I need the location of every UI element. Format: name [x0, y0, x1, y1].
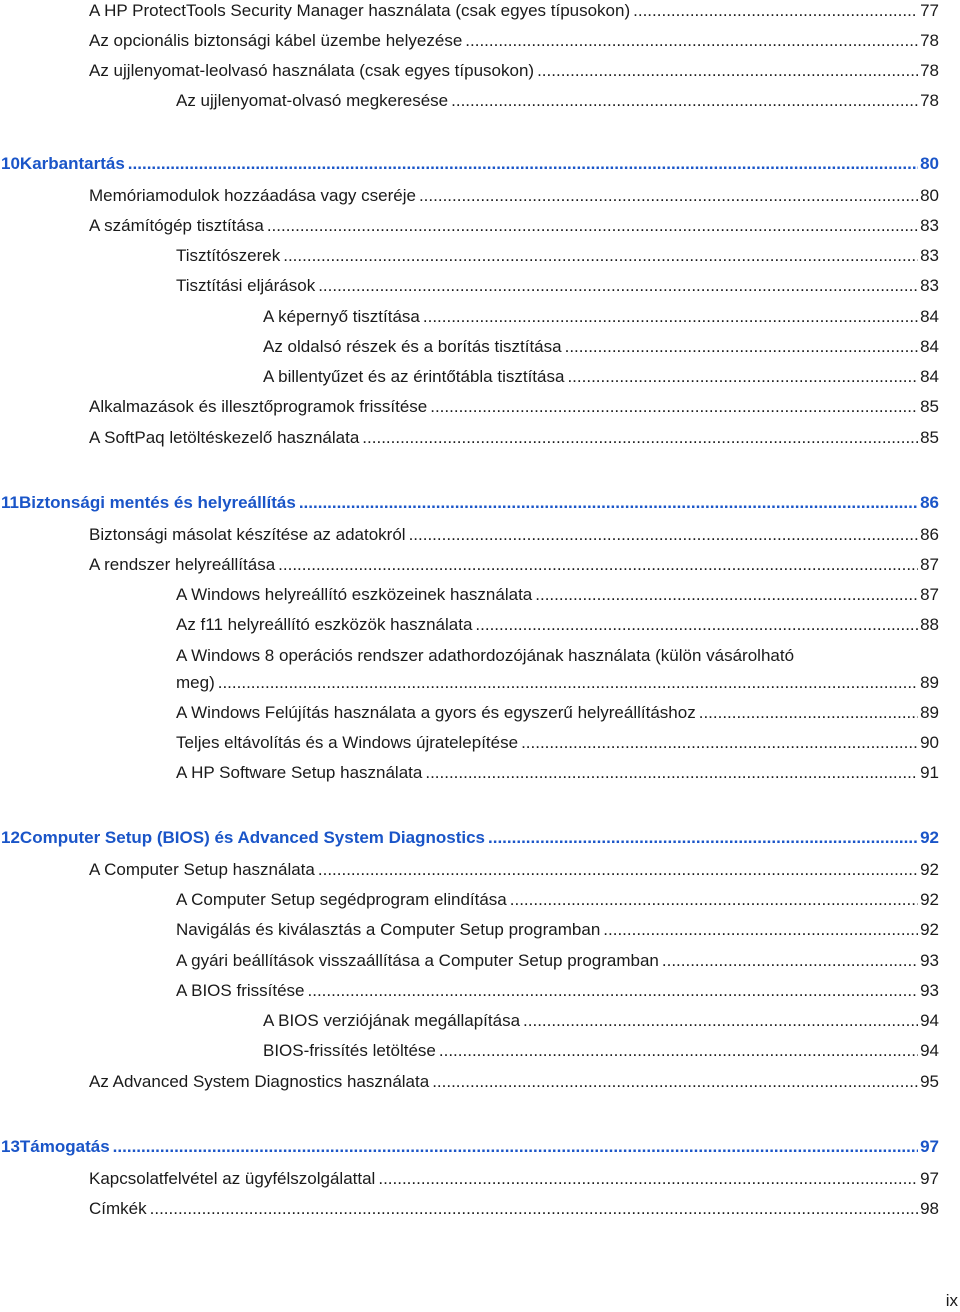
toc-entry-page: 78 [920, 61, 939, 80]
dot-leader [451, 90, 918, 112]
toc-entry-page: 93 [920, 951, 939, 970]
toc-entry[interactable] [89, 1168, 939, 1190]
toc-entry-page: 85 [920, 397, 939, 416]
dot-leader [409, 524, 919, 546]
toc-entry-title: Biztonsági mentés és helyreállítás [18, 493, 296, 512]
toc-entry-title: Karbantartás [19, 154, 125, 173]
toc-entry-title: Computer Setup (BIOS) és Advanced System Diagnostics [19, 828, 486, 847]
toc-entry[interactable] [176, 584, 939, 606]
toc-entry[interactable] [176, 889, 939, 911]
toc-entry[interactable] [176, 245, 939, 267]
toc-entry-title: A HP Software Setup használata [176, 763, 423, 782]
toc-entry-page: 78 [920, 31, 939, 50]
toc-entry[interactable] [89, 0, 939, 22]
toc-entry-title: A HP ProtectTools Security Manager használata (csak egyes típusokon) [89, 1, 631, 20]
dot-leader [128, 153, 918, 175]
toc-entry[interactable] [89, 859, 939, 881]
toc-entry[interactable] [176, 672, 939, 694]
toc-entry[interactable] [89, 215, 939, 237]
chapter-number: 11 [1, 493, 19, 512]
toc-entry-page: 86 [920, 493, 939, 512]
dot-leader [699, 702, 918, 724]
toc-entry-title: Az ujjlenyomat-leolvasó használata (csak egyes típusokon) [89, 61, 535, 80]
dot-leader [565, 336, 918, 358]
toc-entry[interactable] [176, 614, 939, 636]
dot-leader [318, 859, 918, 881]
dot-leader [475, 614, 918, 636]
dot-leader [537, 60, 918, 82]
toc-entry-page: 90 [920, 733, 939, 752]
toc-entry[interactable] [176, 762, 939, 784]
chapter-number: 12 [1, 828, 20, 847]
toc-entry-page: 80 [920, 186, 939, 205]
toc-entry-title: A képernyő tisztítása [263, 307, 420, 326]
toc-chapter-entry[interactable] [1, 1136, 939, 1158]
toc-entry-title: Az Advanced System Diagnostics használata [89, 1072, 430, 1091]
dot-leader [432, 1071, 918, 1093]
dot-leader [425, 762, 918, 784]
toc-entry[interactable] [176, 980, 939, 1002]
toc-entry-title: meg) [176, 673, 215, 692]
toc-entry-page: 86 [920, 525, 939, 544]
toc-entry-title: A rendszer helyreállítása [89, 555, 276, 574]
toc-entry-page: 78 [920, 91, 939, 110]
toc-entry-title: Címkék [89, 1199, 147, 1218]
toc-entry[interactable] [263, 366, 939, 388]
toc-entry-page: 89 [920, 673, 939, 692]
toc-entry[interactable] [89, 427, 939, 449]
toc-entry-title-line1: A Windows 8 operációs rendszer adathordozójának használata (külön vásárolható [176, 646, 795, 665]
toc-entry-title: Memóriamodulok hozzáadása vagy cseréje [89, 186, 416, 205]
toc-chapter-entry[interactable] [1, 153, 939, 175]
dot-leader [488, 827, 918, 849]
toc-entry[interactable] [89, 554, 939, 576]
toc-entry-first-line[interactable] [176, 645, 939, 667]
toc-entry-title: Az opcionális biztonsági kábel üzembe helyezése [89, 31, 463, 50]
toc-entry-title: Tisztítási eljárások [176, 276, 316, 295]
toc-entry-title: Teljes eltávolítás és a Windows újratelepítése [176, 733, 519, 752]
toc-entry-page: 84 [920, 307, 939, 326]
toc-entry-page: 87 [920, 585, 939, 604]
toc-entry-page: 83 [920, 246, 939, 265]
toc-entry-title: A Windows helyreállító eszközeinek használata [176, 585, 533, 604]
dot-leader [662, 950, 918, 972]
dot-leader [567, 366, 918, 388]
dot-leader [430, 396, 918, 418]
toc-entry-page: 87 [920, 555, 939, 574]
toc-entry[interactable] [89, 30, 939, 52]
page-number: ix [945, 1291, 958, 1310]
dot-leader [150, 1198, 918, 1220]
dot-leader [510, 889, 918, 911]
toc-entry-title: A Computer Setup segédprogram elindítása [176, 890, 507, 909]
toc-entry[interactable] [89, 185, 939, 207]
dot-leader [308, 980, 919, 1002]
toc-entry-page: 83 [920, 216, 939, 235]
toc-entry-page: 97 [920, 1137, 939, 1156]
toc-entry[interactable] [176, 732, 939, 754]
toc-entry-title: Navigálás és kiválasztás a Computer Setup programban [176, 920, 601, 939]
toc-entry-title: Támogatás [19, 1137, 110, 1156]
toc-entry[interactable] [176, 950, 939, 972]
toc-entry[interactable] [263, 336, 939, 358]
toc-entry-page: 97 [920, 1169, 939, 1188]
dot-leader [318, 275, 918, 297]
toc-entry[interactable] [89, 1071, 939, 1093]
toc-entry-page: 92 [920, 890, 939, 909]
toc-entry[interactable] [89, 1198, 939, 1220]
toc-chapter-entry[interactable] [1, 492, 939, 514]
toc-entry-page: 94 [920, 1041, 939, 1060]
toc-entry-title: A BIOS verziójának megállapítása [263, 1011, 521, 1030]
toc-entry-page: 92 [920, 920, 939, 939]
dot-leader [267, 215, 918, 237]
toc-entry-title: BIOS-frissítés letöltése [263, 1041, 436, 1060]
toc-entry-page: 84 [920, 337, 939, 356]
toc-entry-page: 92 [920, 860, 939, 879]
toc-entry[interactable] [89, 396, 939, 418]
dot-leader [423, 306, 918, 328]
dot-leader [465, 30, 918, 52]
toc-entry-page: 80 [920, 154, 939, 173]
toc-entry[interactable] [263, 1010, 939, 1032]
toc-entry-title: A billentyűzet és az érintőtábla tisztítása [263, 367, 565, 386]
toc-entry[interactable] [89, 60, 939, 82]
toc-entry-title: Biztonsági másolat készítése az adatokról [89, 525, 406, 544]
toc-entry-page: 89 [920, 703, 939, 722]
dot-leader [419, 185, 918, 207]
dot-leader [299, 492, 918, 514]
toc-entry[interactable] [176, 919, 939, 941]
dot-leader [378, 1168, 918, 1190]
dot-leader [113, 1136, 918, 1158]
toc-entry-page: 85 [920, 428, 939, 447]
toc-entry-title: Alkalmazások és illesztőprogramok frissítése [89, 397, 428, 416]
chapter-number: 13 [1, 1137, 20, 1156]
toc-entry-title: A Computer Setup használata [89, 860, 315, 879]
dot-leader [535, 584, 918, 606]
toc-entry-page: 77 [920, 1, 939, 20]
toc-entry-title: A Windows Felújítás használata a gyors és egyszerű helyreállításhoz [176, 703, 696, 722]
dot-leader [633, 0, 918, 22]
toc-entry-page: 93 [920, 981, 939, 1000]
toc-entry-title: A számítógép tisztítása [89, 216, 264, 235]
dot-leader [283, 245, 918, 267]
chapter-number: 10 [1, 154, 20, 173]
dot-leader [603, 919, 918, 941]
toc-entry-page: 98 [920, 1199, 939, 1218]
toc-entry-page: 84 [920, 367, 939, 386]
toc-entry-page: 92 [920, 828, 939, 847]
dot-leader [523, 1010, 918, 1032]
toc-entry-title: Kapcsolatfelvétel az ügyfélszolgálattal [89, 1169, 376, 1188]
toc-entry-title: A SoftPaq letöltéskezelő használata [89, 428, 360, 447]
toc-entry-page: 88 [920, 615, 939, 634]
toc-entry[interactable] [263, 306, 939, 328]
toc-entry[interactable] [176, 275, 939, 297]
toc-chapter-entry[interactable] [1, 827, 939, 849]
toc-entry-page: 91 [920, 763, 939, 782]
toc-entry[interactable] [176, 90, 939, 112]
toc-entry[interactable] [176, 702, 939, 724]
dot-leader [218, 672, 918, 694]
toc-entry[interactable] [263, 1040, 939, 1062]
dot-leader [278, 554, 918, 576]
toc-entry-page: 83 [920, 276, 939, 295]
dot-leader [439, 1040, 918, 1062]
toc-entry[interactable] [89, 524, 939, 546]
toc-entry-page: 94 [920, 1011, 939, 1030]
dot-leader [362, 427, 918, 449]
toc-entry-title: A gyári beállítások visszaállítása a Computer Setup programban [176, 951, 659, 970]
toc-entry-title: Az f11 helyreállító eszközök használata [176, 615, 473, 634]
toc-entry-title: Az ujjlenyomat-olvasó megkeresése [176, 91, 449, 110]
toc-entry-page: 95 [920, 1072, 939, 1091]
toc-entry-title: Tisztítószerek [176, 246, 281, 265]
dot-leader [521, 732, 918, 754]
toc-entry-title: Az oldalsó részek és a borítás tisztítása [263, 337, 562, 356]
toc-entry-title: A BIOS frissítése [176, 981, 305, 1000]
